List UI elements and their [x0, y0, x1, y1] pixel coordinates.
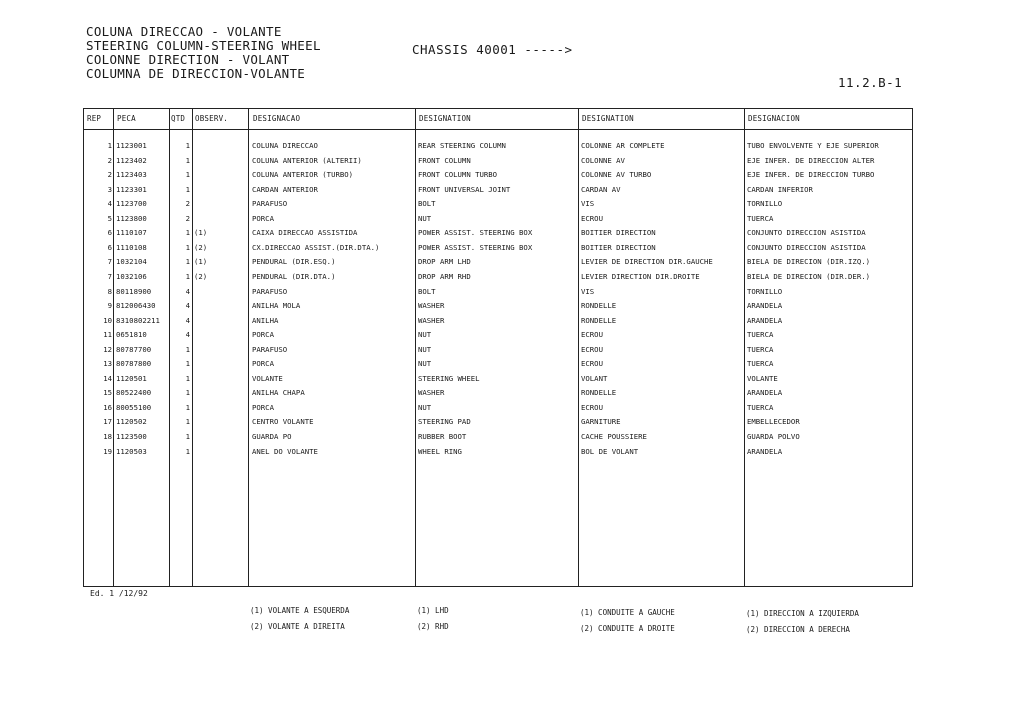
cell-designacion: TUERCA [747, 344, 774, 354]
cell-designation-en: POWER ASSIST. STEERING BOX [418, 242, 533, 252]
cell-rep: 15 [103, 388, 112, 398]
cell-designacao: PARAFUSO [252, 286, 288, 296]
cell-designation-en: BOLT [418, 286, 436, 296]
cell-peca: 1123700 [116, 199, 147, 209]
cell-designacion: TORNILLO [747, 286, 783, 296]
cell-peca: 8310802211 [116, 315, 160, 325]
cell-rep: 14 [103, 373, 112, 383]
cell-designation-fr: ECROU [581, 213, 603, 223]
cell-qtd: 4 [185, 301, 190, 311]
cell-designation-en: STEERING WHEEL [418, 373, 480, 383]
cell-peca: 1123301 [116, 184, 147, 194]
cell-rep: 3 [107, 184, 112, 194]
cell-observ: (1) [194, 257, 208, 267]
cell-designacao: ANEL DO VOLANTE [252, 446, 318, 456]
cell-designacion: ARANDELA [747, 446, 783, 456]
cell-qtd: 1 [185, 242, 190, 252]
cell-rep: 7 [107, 271, 112, 281]
cell-peca: 1032104 [116, 257, 147, 267]
cell-qtd: 1 [185, 257, 190, 267]
cell-designation-fr: COLONNE AV [581, 155, 625, 165]
column-header-designation-en: DESIGNATION [419, 114, 471, 123]
title-en: STEERING COLUMN-STEERING WHEEL [86, 38, 321, 53]
cell-designation-fr: CACHE POUSSIERE [581, 432, 647, 441]
cell-designation-en: FRONT UNIVERSAL JOINT [418, 184, 511, 194]
title-fr: COLONNE DIRECTION - VOLANT [86, 52, 290, 67]
cell-designacao: PORCA [252, 330, 274, 340]
cell-designation-fr: BOITIER DIRECTION [581, 228, 656, 238]
cell-designation-fr: RONDELLE [581, 315, 617, 325]
table-row [84, 154, 912, 169]
cell-designation-en: NUT [418, 344, 432, 354]
table-row [84, 255, 912, 270]
cell-designation-en: DROP ARM RHD [418, 271, 471, 281]
footnote-fr-2: (2) CONDUITE A DROITE [580, 624, 675, 633]
cell-designation-en: NUT [418, 213, 432, 223]
cell-rep: 6 [107, 228, 112, 238]
footnote-fr-1: (1) CONDUITE A GAUCHE [580, 608, 675, 617]
cell-designacion: CONJUNTO DIRECCION ASISTIDA [747, 242, 866, 252]
cell-observ: (2) [194, 271, 208, 281]
cell-designacao: PARAFUSO [252, 344, 288, 354]
cell-rep: 9 [107, 301, 112, 311]
table-row [84, 415, 912, 430]
cell-designation-fr: ECROU [581, 344, 603, 354]
cell-qtd: 2 [185, 199, 190, 209]
cell-designacion: EJE INFER. DE DIRECCION ALTER [747, 155, 875, 165]
table-row [84, 299, 912, 314]
cell-designacao: CAIXA DIRECCAO ASSISTIDA [252, 228, 358, 238]
column-header-designacao: DESIGNACAO [253, 114, 301, 123]
cell-qtd: 1 [185, 141, 190, 150]
cell-peca: 80055100 [116, 402, 152, 412]
column-header-peca: PECA [117, 114, 136, 123]
cell-peca: 1120502 [116, 417, 147, 427]
edition-date: Ed. 1 /12/92 [90, 589, 148, 598]
cell-observ: (1) [194, 228, 208, 238]
cell-designacion: EJE INFER. DE DIRECCION TURBO [747, 170, 875, 180]
cell-designacao: CENTRO VOLANTE [252, 417, 314, 427]
cell-designacao: GUARDA PO [252, 432, 292, 441]
table-row [84, 372, 912, 387]
footnote-pt-2: (2) VOLANTE A DIREITA [250, 622, 345, 631]
cell-designacion: TORNILLO [747, 199, 783, 209]
cell-rep: 7 [107, 257, 112, 267]
cell-qtd: 1 [185, 228, 190, 238]
cell-qtd: 1 [185, 271, 190, 281]
cell-designacion: CONJUNTO DIRECCION ASISTIDA [747, 228, 866, 238]
cell-designation-fr: CARDAN AV [581, 184, 621, 194]
parts-table [83, 108, 913, 587]
column-header-rep: REP [87, 114, 102, 123]
cell-observ: (2) [194, 242, 208, 252]
table-row [84, 241, 912, 256]
cell-designation-fr: BOL DE VOLANT [581, 446, 639, 456]
table-row [84, 212, 912, 227]
cell-designacion: CARDAN INFERIOR [747, 184, 813, 194]
footnote-es-1: (1) DIRECCION A IZQUIERDA [746, 609, 859, 618]
cell-qtd: 4 [185, 315, 190, 325]
cell-designation-fr: LEVIER DIRECTION DIR.DROITE [581, 271, 700, 281]
cell-designacao: PARAFUSO [252, 199, 288, 209]
cell-designacao: PENDURAL (DIR.ESQ.) [252, 257, 336, 267]
cell-designation-en: NUT [418, 359, 432, 369]
chassis-label: CHASSIS 40001 -----> [412, 42, 573, 57]
cell-designation-en: WASHER [418, 315, 445, 325]
cell-rep: 1 [107, 141, 112, 150]
cell-designation-en: DROP ARM LHD [418, 257, 471, 267]
cell-designation-fr: RONDELLE [581, 388, 617, 398]
cell-designacao: ANILHA MOLA [252, 301, 301, 311]
cell-peca: 1123001 [116, 141, 147, 150]
cell-qtd: 1 [185, 184, 190, 194]
cell-designation-en: WASHER [418, 301, 445, 311]
cell-qtd: 1 [185, 417, 190, 427]
cell-rep: 5 [107, 213, 112, 223]
cell-rep: 13 [103, 359, 112, 369]
cell-designation-fr: COLONNE AR COMPLETE [581, 141, 665, 150]
cell-rep: 16 [103, 402, 112, 412]
table-row [84, 328, 912, 343]
cell-designation-fr: LEVIER DE DIRECTION DIR.GAUCHE [581, 257, 713, 267]
cell-designacao: ANILHA CHAPA [252, 388, 305, 398]
table-row [84, 197, 912, 212]
cell-designation-fr: VOLANT [581, 373, 608, 383]
table-row [84, 168, 912, 183]
table-row [84, 401, 912, 416]
cell-rep: 18 [103, 432, 112, 441]
cell-designacion: ARANDELA [747, 301, 783, 311]
footnote-en-2: (2) RHD [417, 622, 449, 631]
cell-designacao: ANILHA [252, 315, 279, 325]
cell-rep: 12 [103, 344, 112, 354]
cell-qtd: 1 [185, 359, 190, 369]
column-header-designacion: DESIGNACION [748, 114, 800, 123]
cell-qtd: 4 [185, 330, 190, 340]
cell-peca: 1123402 [116, 155, 147, 165]
cell-rep: 19 [103, 446, 112, 456]
table-row [84, 285, 912, 300]
cell-peca: 1123500 [116, 432, 147, 441]
cell-designacion: BIELA DE DIRECION (DIR.DER.) [747, 271, 871, 281]
header-divider [84, 129, 912, 130]
cell-designacion: TUERCA [747, 402, 774, 412]
table-row [84, 445, 912, 460]
table-row [84, 183, 912, 198]
cell-designacao: COLUNA DIRECCAO [252, 141, 318, 150]
cell-peca: 1032106 [116, 271, 147, 281]
cell-peca: 812006430 [116, 301, 156, 311]
cell-designation-en: FRONT COLUMN TURBO [418, 170, 498, 180]
table-row [84, 226, 912, 241]
cell-peca: 1110107 [116, 228, 147, 238]
table-row [84, 343, 912, 358]
cell-peca: 1120501 [116, 373, 147, 383]
cell-designation-fr: GARNITURE [581, 417, 621, 427]
cell-designation-fr: ECROU [581, 330, 603, 340]
cell-designation-fr: COLONNE AV TURBO [581, 170, 652, 180]
cell-rep: 17 [103, 417, 112, 427]
cell-designacao: PENDURAL (DIR.DTA.) [252, 271, 336, 281]
cell-qtd: 1 [185, 432, 190, 441]
cell-peca: 0651810 [116, 330, 147, 340]
cell-peca: 80787700 [116, 344, 152, 354]
cell-designation-en: POWER ASSIST. STEERING BOX [418, 228, 533, 238]
table-row [84, 314, 912, 329]
table-row [84, 430, 912, 445]
cell-designacao: COLUNA ANTERIOR (ALTERII) [252, 155, 362, 165]
cell-peca: 80118900 [116, 286, 152, 296]
cell-designacao: CARDAN ANTERIOR [252, 184, 318, 194]
cell-qtd: 1 [185, 388, 190, 398]
table-row [84, 357, 912, 372]
cell-rep: 10 [103, 315, 112, 325]
cell-designation-fr: RONDELLE [581, 301, 617, 311]
cell-designacao: CX.DIRECCAO ASSIST.(DIR.DTA.) [252, 242, 380, 252]
cell-rep: 4 [107, 199, 112, 209]
cell-qtd: 1 [185, 373, 190, 383]
footnote-pt-1: (1) VOLANTE A ESQUERDA [250, 606, 350, 615]
cell-qtd: 1 [185, 446, 190, 456]
cell-designacion: TUERCA [747, 359, 774, 369]
cell-peca: 1123800 [116, 213, 147, 223]
cell-designacion: TUERCA [747, 330, 774, 340]
cell-qtd: 1 [185, 344, 190, 354]
cell-designation-en: BOLT [418, 199, 436, 209]
table-row [84, 270, 912, 285]
cell-designacao: COLUNA ANTERIOR (TURBO) [252, 170, 354, 180]
title-pt: COLUNA DIRECCAO - VOLANTE [86, 24, 282, 39]
cell-rep: 2 [107, 155, 112, 165]
cell-designation-fr: ECROU [581, 359, 603, 369]
cell-rep: 11 [103, 330, 112, 340]
cell-rep: 2 [107, 170, 112, 180]
cell-qtd: 2 [185, 213, 190, 223]
cell-designation-fr: VIS [581, 199, 595, 209]
cell-designation-en: REAR STEERING COLUMN [418, 141, 506, 150]
cell-peca: 80522400 [116, 388, 152, 398]
cell-designacion: EMBELLECEDOR [747, 417, 800, 427]
table-row [84, 139, 912, 154]
title-es: COLUMNA DE DIRECCION-VOLANTE [86, 66, 306, 81]
cell-designacion: TUERCA [747, 213, 774, 223]
cell-designation-fr: VIS [581, 286, 595, 296]
page-code: 11.2.B-1 [838, 75, 903, 90]
cell-designacao: PORCA [252, 213, 274, 223]
cell-designation-en: NUT [418, 330, 432, 340]
cell-designation-en: WHEEL RING [418, 446, 462, 456]
footnote-es-2: (2) DIRECCION A DERECHA [746, 625, 850, 634]
cell-qtd: 4 [185, 286, 190, 296]
cell-designation-fr: ECROU [581, 402, 603, 412]
cell-peca: 80787800 [116, 359, 152, 369]
cell-designation-en: STEERING PAD [418, 417, 471, 427]
cell-designacion: ARANDELA [747, 388, 783, 398]
table-row [84, 386, 912, 401]
cell-qtd: 1 [185, 155, 190, 165]
cell-rep: 8 [107, 286, 112, 296]
cell-designation-en: FRONT COLUMN [418, 155, 471, 165]
cell-designacion: TUBO ENVOLVENTE Y EJE SUPERIOR [747, 141, 879, 150]
column-header-qtd: QTD [171, 114, 186, 123]
cell-peca: 1110108 [116, 242, 147, 252]
cell-designation-en: WASHER [418, 388, 445, 398]
cell-designacion: ARANDELA [747, 315, 783, 325]
footnote-en-1: (1) LHD [417, 606, 449, 615]
cell-qtd: 1 [185, 402, 190, 412]
cell-designation-en: NUT [418, 402, 432, 412]
cell-designacion: VOLANTE [747, 373, 778, 383]
cell-designation-fr: BOITIER DIRECTION [581, 242, 656, 252]
cell-designacao: VOLANTE [252, 373, 283, 383]
cell-designacao: PORCA [252, 359, 274, 369]
column-header-designation-fr: DESIGNATION [582, 114, 634, 123]
cell-peca: 1120503 [116, 446, 147, 456]
cell-designacion: BIELA DE DIRECION (DIR.IZQ.) [747, 257, 871, 267]
document-titles [86, 25, 321, 81]
cell-designacion: GUARDA POLVO [747, 432, 800, 441]
cell-peca: 1123403 [116, 170, 147, 180]
cell-qtd: 1 [185, 170, 190, 180]
cell-designation-en: RUBBER BOOT [418, 432, 467, 441]
cell-rep: 6 [107, 242, 112, 252]
cell-designacao: PORCA [252, 402, 274, 412]
column-header-observ: OBSERV. [195, 114, 229, 123]
